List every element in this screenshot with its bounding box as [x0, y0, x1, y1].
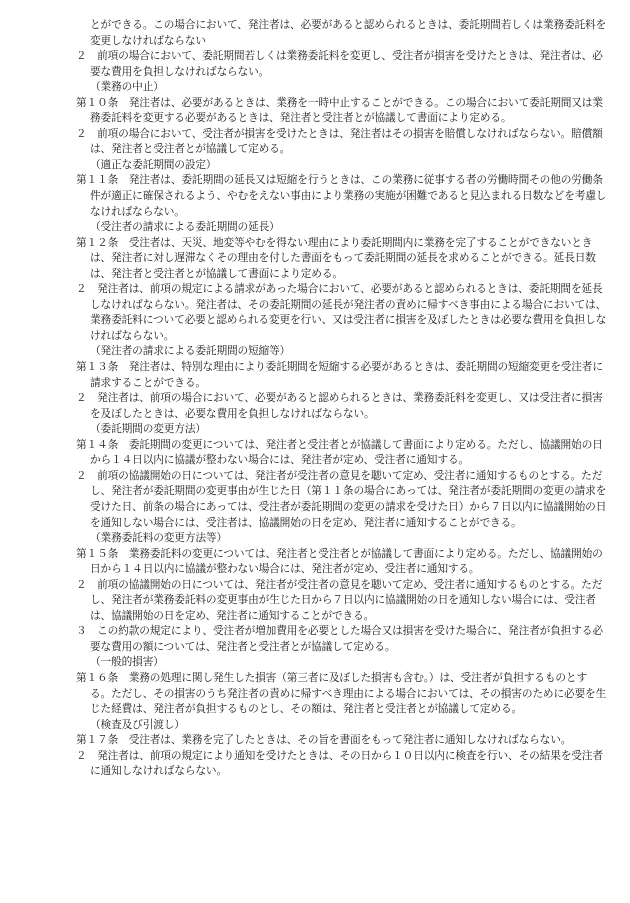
article-heading: （適正な委託期間の設定）	[90, 157, 217, 171]
article-heading: （一般的損害）	[90, 655, 164, 669]
continued-paragraph: とができる。この場合において、発注者は、必要があると認められるときは、委託期間若しくは業務委託料を変更しなければならない	[90, 18, 607, 47]
article-heading: （委託期間の変更方法）	[90, 422, 206, 436]
clause-paragraph: ２ 前項の場合において、委託期間若しくは業務委託料を変更し、受注者が損害を受けたときは、発注者は、必要な費用を負担しなければならない。	[76, 49, 603, 78]
article-17: 第１７条 受注者は、業務を完了したときは、その旨を書面をもって発注者に通知しなければならない。	[76, 733, 572, 747]
article-13: 第１３条 発注者は、特別な理由により委託期間を短縮する必要があるときは、委託期間の短縮変更を受注者に請求することができる。	[76, 360, 603, 389]
article-heading: （業務の中止）	[90, 80, 164, 94]
article-12: 第１２条 受注者は、天災、地変等やむを得ない理由により委託期間内に業務を完了することができないときは、発注者に対し遅滞なくその理由を付した書面をもって委託期間の延長を求めることができる。延長日数は、発注者と受注者とが協議して書面により定める。	[76, 235, 596, 280]
clause-paragraph: ３ この約款の規定により、受注者が増加費用を必要とした場合又は損害を受けた場合に、発注者が負担する必要な費用の額については、発注者と受注者とが協議して定める。	[76, 624, 603, 653]
clause-paragraph: ２ 前項の協議開始の日については、発注者が受注者の意見を聴いて定め、受注者に通知するものとする。ただし、発注者が業務委託料の変更事由が生じた日から７日以内に協議開始の日を通知しない場合には、受注者は、協議開始の日を定め、発注者に通知することができる。	[76, 577, 603, 622]
article-heading: （検査及び引渡し）	[90, 717, 185, 731]
clause-paragraph: ２ 前項の場合において、受注者が損害を受けたときは、発注者はその損害を賠償しなければならない。賠償額は、発注者と受注者とが協議して定める。	[76, 126, 603, 156]
clause-paragraph: ２ 発注者は、前項の場合において、必要があると認められるときは、業務委託料を変更し、又は受注者に損害を及ぼしたときは、必要な費用を負担しなければならない。	[76, 391, 603, 420]
article-heading: （発注者の請求による委託期間の短縮等）	[90, 344, 291, 358]
article-14: 第１４条 委託期間の変更については、発注者と受注者とが協議して書面により定める。ただし、協議開始の日から１４日以内に協議が整わない場合には、発注者が定め、受注者に通知する。	[76, 437, 603, 467]
clause-paragraph: ２ 前項の協議開始の日については、発注者が受注者の意見を聴いて定め、受注者に通知するものとする。ただし、発注者が委託期間の変更事由が生じた日（第１１条の場合にあっては、発注者が委託期間の変更の請求を受けた日、前条の場合にあっては、受注者が委託期間の変更の請求を受けた日）から７日以内に協議開始の日を通知しない場合には、受注者は、協議開始の日を定め、発注者に通知することができる。	[76, 468, 607, 529]
article-heading: （業務委託料の変更方法等）	[90, 531, 227, 545]
article-15: 第１５条 業務委託料の変更については、発注者と受注者とが協議して書面により定める。ただし、協議開始の日から１４日以内に協議が整わない場合には、発注者が定め、受注者に通知する。	[76, 546, 603, 576]
article-16: 第１６条 業務の処理に関し発生した損害（第三者に及ぼした損害も含む。）は、受注者が負担するものとする。ただし、その損害のうち発注者の責めに帰すべき理由による場合においては、その損害のために必要を生じた経費は、発注者が負担するものとし、その額は、発注者と受注者とが協議して定める。	[76, 670, 607, 716]
article-heading: （受注者の請求による委託期間の延長）	[90, 220, 280, 234]
clause-paragraph: ２ 発注者は、前項の規定による請求があった場合において、必要があると認められるときは、委託期間を延長しなければならない。発注者は、その委託期間の延長が発注者の責めに帰すべき事由による場合においては、業務委託料について必要と認められる変更を行い、又は受注者に損害を及ぼしたときは必要な費用を負担しなければならない。	[76, 282, 607, 342]
article-11: 第１１条 発注者は、委託期間の延長又は短縮を行うときは、この業務に従事する者の労働時間その他の労働条件が適正に確保されるよう、やむをえない事由により業務の実施が困難であると見込まれる日数などを考慮しなければならない。	[76, 173, 607, 218]
clause-paragraph: ２ 発注者は、前項の規定により通知を受けたときは、その日から１０日以内に検査を行い、その結果を受注者に通知しなければならない。	[76, 748, 603, 778]
article-10: 第１０条 発注者は、必要があるときは、業務を一時中止することができる。この場合において委託期間又は業務委託料を変更する必要があるときは、発注者と受注者とが協議して書面により定める。	[76, 95, 603, 125]
